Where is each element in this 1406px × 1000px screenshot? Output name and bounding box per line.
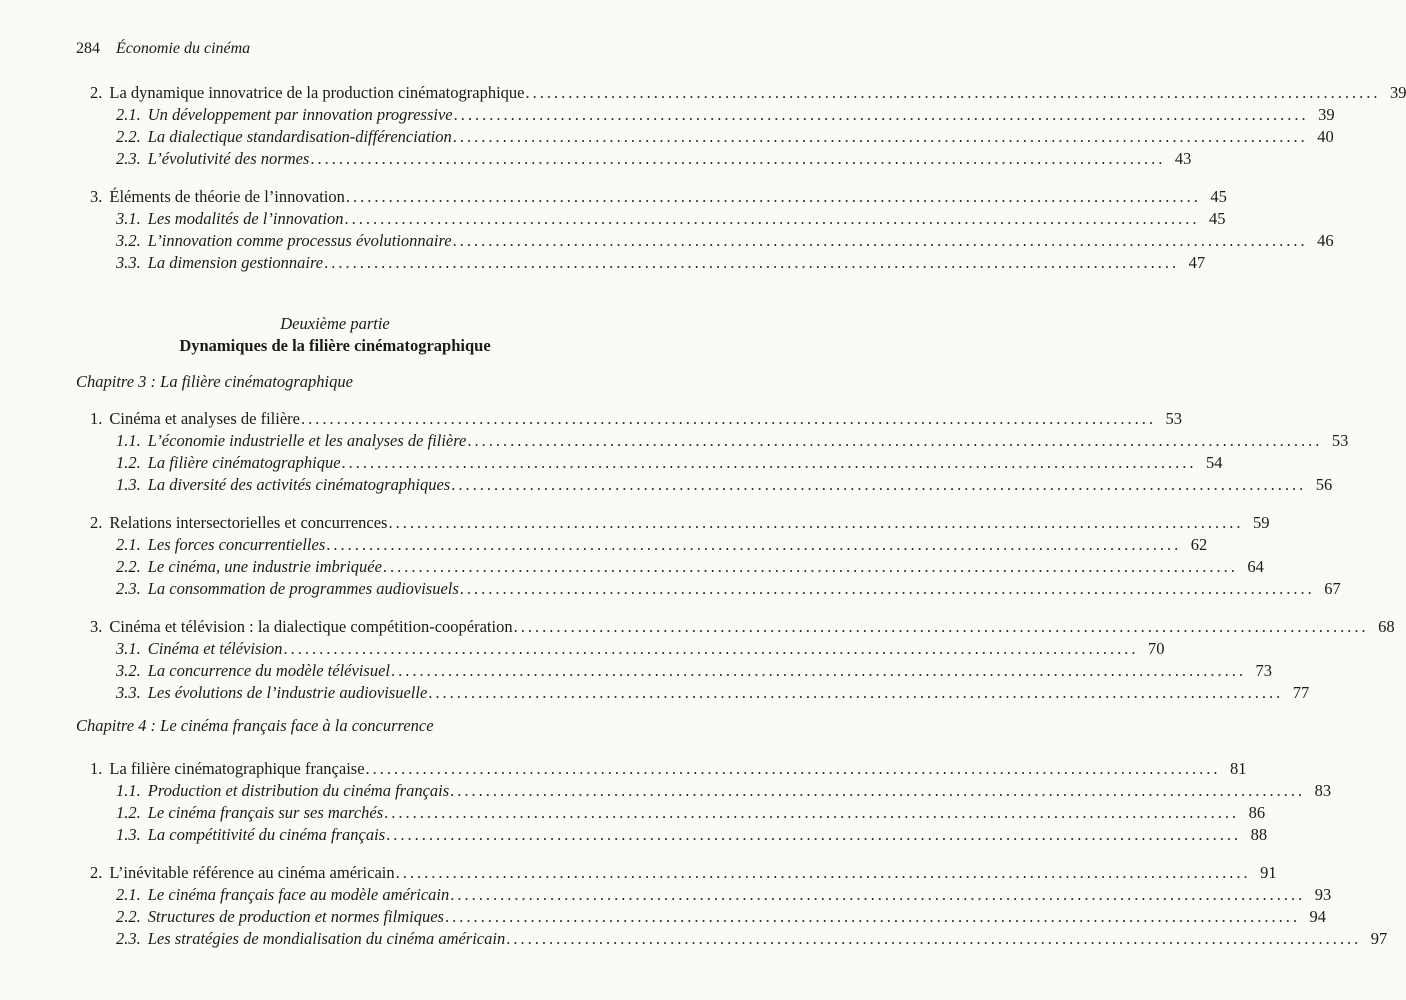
subsection-title: Les modalités de l’innovation	[147, 209, 344, 228]
page-ref: 93	[1314, 885, 1332, 904]
subsection-title: La filière cinématographique	[147, 453, 341, 472]
toc-subsection	[116, 252, 1206, 274]
section-number: 2.	[90, 513, 103, 532]
subsection-number: 2.3.	[116, 929, 141, 948]
subsection-number: 2.2.	[116, 557, 141, 576]
subsection-title: La compétitivité du cinéma français	[147, 825, 386, 844]
page-ref: 47	[1188, 253, 1206, 272]
leader-dots: ........................................................................................................................	[395, 863, 1251, 882]
leader-dots: ........................................................................................................................	[341, 453, 1197, 472]
toc-subsection	[116, 682, 1310, 704]
toc-subsection	[116, 148, 1192, 170]
page-ref: 81	[1230, 759, 1247, 778]
page-ref: 39	[1318, 105, 1335, 124]
page-ref: 62	[1190, 535, 1208, 554]
subsection-number: 1.1.	[116, 431, 141, 450]
subsection-number: 1.3.	[116, 825, 141, 844]
subsection-title: Le cinéma français face au modèle américain	[147, 885, 450, 904]
subsection-title: Structures de production et normes filmiques	[147, 907, 444, 926]
toc-subsection	[116, 230, 1334, 252]
section-number: 2.	[90, 863, 103, 882]
page-ref: 46	[1317, 231, 1334, 250]
leader-dots: ........................................................................................................................	[386, 825, 1242, 844]
page-ref: 45	[1208, 209, 1226, 228]
page-ref: 59	[1252, 513, 1270, 532]
toc-section	[90, 82, 1406, 104]
toc-section	[90, 408, 1182, 430]
subsection-title: Un développement par innovation progressive	[147, 105, 453, 124]
chapter-heading: Chapitre 3 : La filière cinématographique	[76, 372, 353, 391]
subsection-title: La dimension gestionnaire	[147, 253, 324, 272]
page-ref: 56	[1315, 475, 1333, 494]
page-ref: 67	[1324, 579, 1341, 598]
subsection-title: L’innovation comme processus évolutionnaire	[147, 231, 452, 250]
toc-subsection	[116, 928, 1388, 950]
subsection-title: La concurrence du modèle télévisuel	[147, 661, 390, 680]
leader-dots: ........................................................................................................................	[451, 475, 1307, 494]
leader-dots: ........................................................................................................................	[513, 617, 1369, 636]
leader-dots: ........................................................................................................................	[525, 83, 1381, 102]
leader-dots: ........................................................................................................................	[452, 127, 1308, 146]
subsection-number: 3.1.	[116, 639, 141, 658]
page-number: 284	[76, 40, 100, 57]
leader-dots: ........................................................................................................................	[459, 579, 1315, 598]
subsection-number: 3.3.	[116, 253, 141, 272]
toc-section	[90, 758, 1247, 780]
toc-subsection	[116, 126, 1334, 148]
page-ref: 40	[1317, 127, 1334, 146]
toc-subsection	[116, 638, 1165, 660]
page-ref: 43	[1174, 149, 1192, 168]
leader-dots: ........................................................................................................................	[450, 781, 1306, 800]
subsection-number: 2.2.	[116, 127, 141, 146]
toc-subsection	[116, 802, 1266, 824]
leader-dots: ........................................................................................................................	[283, 639, 1139, 658]
leader-dots: ........................................................................................................................	[506, 929, 1362, 948]
subsection-title: Les forces concurrentielles	[147, 535, 326, 554]
section-number: 2.	[90, 83, 103, 102]
toc-subsection	[116, 578, 1341, 600]
page-ref: 64	[1247, 557, 1264, 576]
subsection-number: 1.1.	[116, 781, 141, 800]
part-label: Deuxième partie	[280, 314, 390, 333]
subsection-number: 3.3.	[116, 683, 141, 702]
leader-dots: ........................................................................................................................	[444, 907, 1300, 926]
toc-section	[90, 186, 1227, 208]
leader-dots: ........................................................................................................................	[300, 409, 1156, 428]
toc-section	[90, 512, 1270, 534]
subsection-number: 1.2.	[116, 803, 141, 822]
toc-subsection	[116, 474, 1333, 496]
subsection-number: 2.3.	[116, 579, 141, 598]
subsection-number: 3.2.	[116, 231, 141, 250]
subsection-title: Production et distribution du cinéma français	[147, 781, 450, 800]
subsection-title: La diversité des activités cinématographiques	[147, 475, 451, 494]
section-title: Relations intersectorielles et concurrences	[109, 513, 388, 532]
part-title: Dynamiques de la filière cinématographique	[179, 336, 491, 355]
toc-section	[90, 616, 1395, 638]
leader-dots: ........................................................................................................................	[453, 105, 1309, 124]
section-title: La dynamique innovatrice de la production cinématographique	[109, 83, 525, 102]
page-ref: 54	[1206, 453, 1223, 472]
toc-subsection	[116, 660, 1272, 682]
page-ref: 94	[1309, 907, 1326, 926]
section-title: Éléments de théorie de l’innovation	[109, 187, 345, 206]
subsection-title: L’économie industrielle et les analyses de filière	[147, 431, 467, 450]
leader-dots: ........................................................................................................................	[428, 683, 1284, 702]
leader-dots: ........................................................................................................................	[450, 885, 1306, 904]
section-title: L’inévitable référence au cinéma américain	[109, 863, 395, 882]
chapter-heading: Chapitre 4 : Le cinéma français face à la concurrence	[76, 716, 434, 735]
leader-dots: ........................................................................................................................	[365, 759, 1221, 778]
subsection-number: 2.1.	[116, 535, 141, 554]
section-number: 1.	[90, 759, 103, 778]
page-ref: 86	[1248, 803, 1266, 822]
toc-subsection	[116, 452, 1223, 474]
page-ref: 91	[1260, 863, 1277, 882]
subsection-title: Le cinéma, une industrie imbriquée	[147, 557, 382, 576]
subsection-number: 2.1.	[116, 105, 141, 124]
subsection-number: 3.2.	[116, 661, 141, 680]
leader-dots: ........................................................................................................................	[390, 661, 1246, 680]
section-number: 1.	[90, 409, 103, 428]
toc-subsection	[116, 824, 1268, 846]
leader-dots: ........................................................................................................................	[310, 149, 1166, 168]
subsection-title: Le cinéma français sur ses marchés	[147, 803, 384, 822]
leader-dots: ........................................................................................................................	[388, 513, 1244, 532]
subsection-number: 1.2.	[116, 453, 141, 472]
leader-dots: ........................................................................................................................	[384, 803, 1240, 822]
subsection-number: 2.3.	[116, 149, 141, 168]
toc-subsection	[116, 208, 1226, 230]
page-ref: 83	[1314, 781, 1332, 800]
section-title: Cinéma et télévision : la dialectique compétition-coopération	[109, 617, 513, 636]
leader-dots: ........................................................................................................................	[345, 187, 1201, 206]
subsection-title: La consommation de programmes audiovisuels	[147, 579, 459, 598]
toc-subsection	[116, 906, 1326, 928]
page-ref: 77	[1292, 683, 1310, 702]
section-title: La filière cinématographique française	[109, 759, 365, 778]
toc-subsection	[116, 104, 1335, 126]
section-number: 3.	[90, 617, 103, 636]
toc-subsection	[116, 884, 1332, 906]
subsection-title: La dialectique standardisation-différenciation	[147, 127, 452, 146]
section-title: Cinéma et analyses de filière	[109, 409, 300, 428]
subsection-number: 1.3.	[116, 475, 141, 494]
page-ref: 88	[1250, 825, 1268, 844]
subsection-title: L’évolutivité des normes	[147, 149, 310, 168]
section-number: 3.	[90, 187, 103, 206]
page-ref: 70	[1147, 639, 1165, 658]
page-ref: 45	[1210, 187, 1227, 206]
subsection-number: 2.2.	[116, 907, 141, 926]
toc-section	[90, 862, 1277, 884]
page-ref: 97	[1370, 929, 1388, 948]
toc-subsection	[116, 430, 1349, 452]
toc-subsection	[116, 556, 1264, 578]
subsection-title: Les stratégies de mondialisation du cinéma américain	[147, 929, 506, 948]
subsection-title: Cinéma et télévision	[147, 639, 283, 658]
subsection-title: Les évolutions de l’industrie audiovisuelle	[147, 683, 428, 702]
leader-dots: ........................................................................................................................	[467, 431, 1323, 450]
page-ref: 39	[1389, 83, 1406, 102]
toc-subsection	[116, 780, 1332, 802]
toc-subsection	[116, 534, 1208, 556]
page-ref: 53	[1331, 431, 1349, 450]
page-header	[76, 40, 250, 58]
leader-dots: ........................................................................................................................	[344, 209, 1200, 228]
page-ref: 53	[1165, 409, 1182, 428]
leader-dots: ........................................................................................................................	[324, 253, 1180, 272]
subsection-number: 2.1.	[116, 885, 141, 904]
subsection-number: 3.1.	[116, 209, 141, 228]
leader-dots: ........................................................................................................................	[452, 231, 1308, 250]
leader-dots: ........................................................................................................................	[326, 535, 1182, 554]
running-title: Économie du cinéma	[116, 40, 251, 57]
page-ref: 68	[1378, 617, 1395, 636]
leader-dots: ........................................................................................................................	[382, 557, 1238, 576]
page-ref: 73	[1255, 661, 1272, 680]
